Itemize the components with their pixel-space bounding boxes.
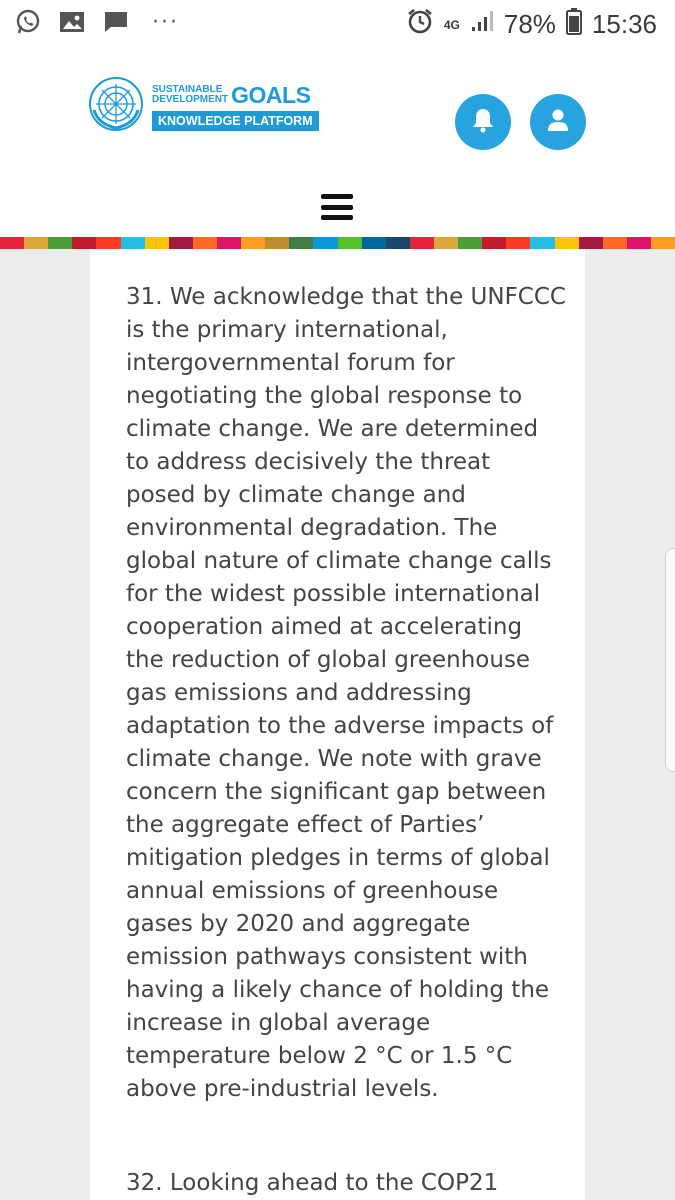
site-header bbox=[0, 46, 675, 238]
stripe-segment bbox=[530, 237, 554, 249]
edge-panel-handle[interactable] bbox=[665, 548, 675, 772]
signal-icon bbox=[470, 9, 494, 40]
network-type: 4G bbox=[443, 17, 460, 32]
more-notifications-icon: ··· bbox=[152, 9, 179, 35]
alarm-icon bbox=[406, 7, 434, 42]
stripe-segment bbox=[72, 237, 96, 249]
stripe-segment bbox=[193, 237, 217, 249]
status-bar bbox=[0, 0, 675, 46]
menu-button[interactable] bbox=[321, 194, 353, 220]
sdg-color-stripe bbox=[0, 237, 675, 249]
stripe-segment bbox=[458, 237, 482, 249]
stripe-segment bbox=[217, 237, 241, 249]
stripe-segment bbox=[482, 237, 506, 249]
stripe-segment bbox=[121, 237, 145, 249]
stripe-segment bbox=[265, 237, 289, 249]
stripe-segment bbox=[627, 237, 651, 249]
clock: 15:36 bbox=[591, 9, 657, 39]
menu-icon-bar bbox=[321, 194, 353, 199]
stripe-segment bbox=[24, 237, 48, 249]
logo-knowledge-platform: KNOWLEDGE PLATFORM bbox=[152, 111, 319, 131]
stripe-segment bbox=[434, 237, 458, 249]
battery-percent: 78% bbox=[503, 9, 556, 39]
stripe-segment bbox=[579, 237, 603, 249]
user-icon bbox=[547, 108, 569, 136]
notifications-button[interactable] bbox=[455, 94, 511, 150]
stripe-segment bbox=[241, 237, 265, 249]
stripe-segment bbox=[603, 237, 627, 249]
menu-icon-bar bbox=[321, 215, 353, 220]
bell-icon bbox=[471, 107, 495, 137]
logo-sustainable: SUSTAINABLE bbox=[152, 84, 223, 95]
paragraph-32: 32. Looking ahead to the COP21 bbox=[126, 1170, 499, 1196]
stripe-segment bbox=[0, 237, 24, 249]
stripe-segment bbox=[362, 237, 386, 249]
stripe-segment bbox=[338, 237, 362, 249]
stripe-segment bbox=[506, 237, 530, 249]
paragraph-31: 31. We acknowledge that the UNFCCC is the primary international, intergovernmental forum for negotiating the global response to climate change. We are determined to address decisively the threat posed by climate change and environmental degradation. The global nature of climate change calls for the widest possible international cooperation aimed at accelerating the reduction of global greenhouse gas emissions and addressing adaptation to the adverse impacts of climate change. We note with grave concern the significant gap between the aggregate effect of Parties’ mitigation pledges in terms of global annual emissions of greenhouse gases by 2020 and aggregate emission pathways consistent with having a likely chance of holding the increase in global average temperature below 2 °C or 1.5 °C above pre-industrial levels. bbox=[126, 284, 566, 1102]
stripe-segment bbox=[651, 237, 675, 249]
stripe-segment bbox=[410, 237, 434, 249]
stripe-segment bbox=[555, 237, 579, 249]
stripe-segment bbox=[96, 237, 120, 249]
menu-icon-bar bbox=[321, 205, 353, 210]
battery-icon bbox=[566, 7, 582, 42]
gallery-icon bbox=[58, 8, 86, 36]
stripe-segment bbox=[48, 237, 72, 249]
whatsapp-icon bbox=[14, 8, 42, 36]
logo-development: DEVELOPMENT bbox=[152, 94, 229, 105]
stripe-segment bbox=[289, 237, 313, 249]
message-icon bbox=[102, 8, 130, 36]
stripe-segment bbox=[169, 237, 193, 249]
stripe-segment bbox=[313, 237, 337, 249]
logo-goals: GOALS bbox=[231, 81, 311, 108]
user-account-button[interactable] bbox=[530, 94, 586, 150]
un-emblem-icon bbox=[88, 76, 144, 136]
stripe-segment bbox=[145, 237, 169, 249]
sdg-logo[interactable] bbox=[88, 76, 319, 136]
stripe-segment bbox=[386, 237, 410, 249]
content-card bbox=[90, 249, 585, 1200]
